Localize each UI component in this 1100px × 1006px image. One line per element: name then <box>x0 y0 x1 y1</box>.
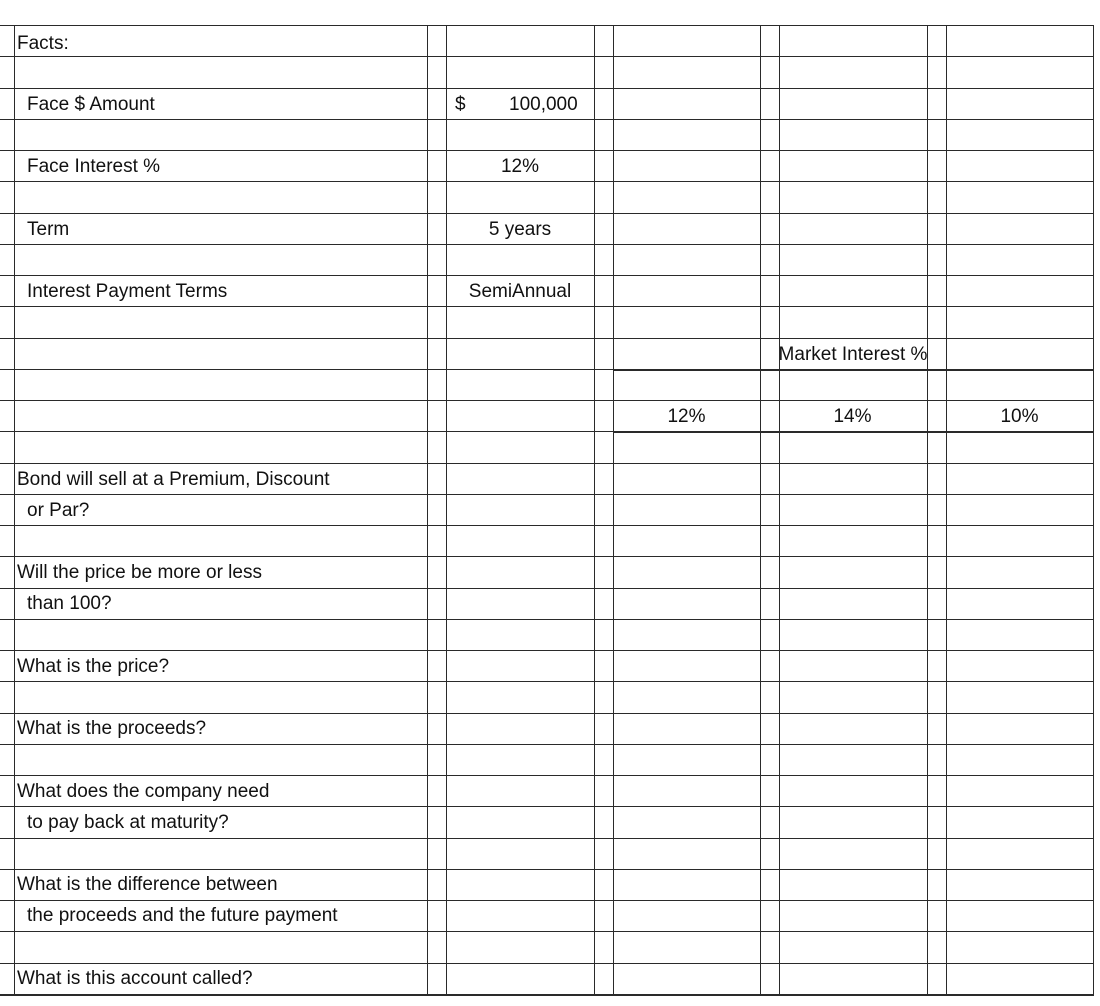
row-divider <box>0 463 1094 464</box>
question-price: What is the price? <box>17 656 170 677</box>
market-section-underline <box>613 369 1093 371</box>
market-section-underline <box>613 431 1093 433</box>
row-divider <box>0 869 1094 870</box>
column-divider <box>946 25 947 994</box>
question-proceeds: What is the proceeds? <box>17 718 207 739</box>
term-label: Term <box>27 219 70 240</box>
row-divider <box>0 931 1094 932</box>
row-divider <box>0 681 1094 682</box>
row-divider <box>0 806 1094 807</box>
market-rate-14[interactable]: 14% <box>833 406 872 427</box>
row-divider <box>0 619 1094 620</box>
row-divider <box>0 275 1094 276</box>
row-divider <box>0 56 1094 57</box>
column-divider <box>1093 25 1094 994</box>
row-divider <box>0 650 1094 651</box>
question-pay-back-cont: to pay back at maturity? <box>27 812 229 833</box>
question-difference: What is the difference between <box>17 874 278 895</box>
row-divider <box>0 713 1094 714</box>
row-divider <box>0 994 1094 996</box>
row-divider <box>0 900 1094 901</box>
question-more-or-less: Will the price be more or less <box>17 562 262 583</box>
row-divider <box>0 306 1094 307</box>
column-divider <box>427 25 428 994</box>
face-amount-label: Face $ Amount <box>27 94 155 115</box>
row-divider <box>0 525 1094 526</box>
row-divider <box>0 963 1094 964</box>
question-premium-discount: Bond will sell at a Premium, Discount <box>17 469 330 490</box>
face-amount-currency: $ <box>455 94 466 115</box>
row-divider <box>0 838 1094 839</box>
row-divider <box>0 775 1094 776</box>
face-amount-value[interactable]: 100,000 <box>509 94 578 115</box>
question-account-name: What is this account called? <box>17 968 253 989</box>
term-value[interactable]: 5 years <box>488 219 552 240</box>
question-difference-cont: the proceeds and the future payment <box>27 905 338 926</box>
payment-terms-value[interactable]: SemiAnnual <box>468 281 572 302</box>
row-divider <box>0 588 1094 589</box>
row-divider <box>0 556 1094 557</box>
column-divider <box>594 25 595 994</box>
row-divider <box>0 25 1094 26</box>
column-divider <box>927 25 928 994</box>
row-divider <box>0 494 1094 495</box>
row-divider <box>0 181 1094 182</box>
row-divider <box>0 244 1094 245</box>
row-divider <box>0 744 1094 745</box>
market-interest-header: Market Interest % <box>778 344 928 365</box>
question-pay-back: What does the company need <box>17 781 270 802</box>
column-divider <box>613 25 614 994</box>
question-more-or-less-cont: than 100? <box>27 593 112 614</box>
question-premium-discount-cont: or Par? <box>27 500 90 521</box>
face-interest-label: Face Interest % <box>27 156 161 177</box>
column-divider <box>760 25 761 994</box>
row-divider <box>0 400 1094 401</box>
facts-heading: Facts: <box>17 33 69 54</box>
column-divider <box>14 25 15 994</box>
row-divider <box>0 119 1094 120</box>
row-divider <box>0 150 1094 151</box>
row-divider <box>0 338 1094 339</box>
market-rate-10[interactable]: 10% <box>1000 406 1039 427</box>
market-rate-12[interactable]: 12% <box>667 406 706 427</box>
row-divider <box>0 213 1094 214</box>
payment-terms-label: Interest Payment Terms <box>27 281 228 302</box>
column-divider <box>779 25 780 994</box>
row-divider <box>0 88 1094 89</box>
face-interest-value[interactable]: 12% <box>500 156 540 177</box>
